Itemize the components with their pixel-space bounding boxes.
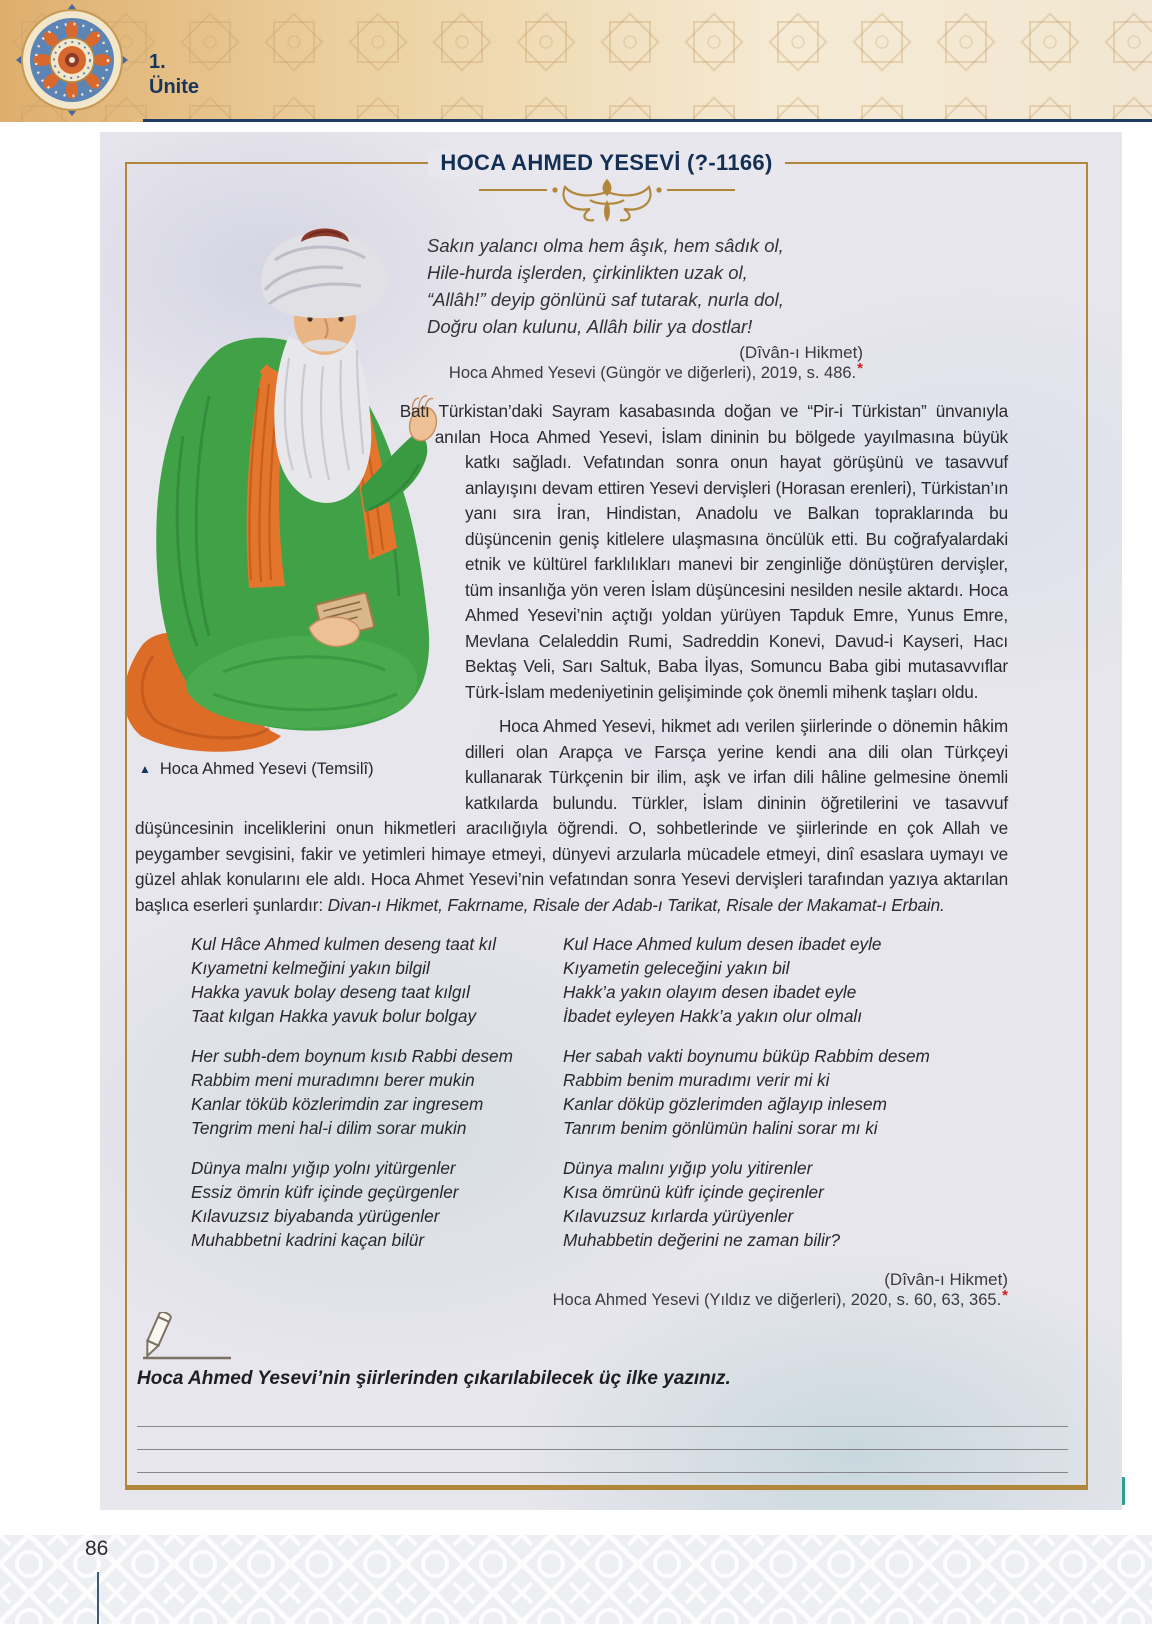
- figure-caption: [135, 760, 465, 779]
- verses-citation-block: [135, 1270, 1008, 1310]
- opening-poem-lines: [427, 232, 863, 340]
- poem-line: “Allâh!” deyip gönlünü saf tutarak, nurla dol,: [427, 289, 784, 310]
- poem-source: (Dîvân-ı Hikmet): [884, 1270, 1008, 1289]
- citation-text: Hoca Ahmed Yesevi (Yıldız ve diğerleri), 2020, s. 60, 63, 365.: [552, 1291, 1002, 1309]
- poem-line: Kıyametin geleceğini yakın bil: [563, 958, 790, 978]
- figure-caption-text: Hoca Ahmed Yesevi (Temsilî): [159, 760, 374, 778]
- activity-section: [137, 1312, 1072, 1473]
- page-number: 86: [85, 1537, 109, 1560]
- poem-line: Doğru olan kulunu, Allâh bilir ya dostlar!: [427, 316, 753, 337]
- pencil-icon: [139, 1312, 249, 1364]
- unit-label: Ünite: [149, 76, 199, 98]
- poem-line: Kılavuzsuz kırlarda yürüyenler: [563, 1206, 794, 1226]
- stanza: [191, 1156, 563, 1252]
- stanza: [563, 1156, 1008, 1252]
- answer-line: [137, 1404, 1068, 1427]
- content-paper: [100, 132, 1122, 1510]
- content-frame: [125, 150, 1088, 1490]
- citation-asterisk: *: [857, 360, 863, 377]
- unit-number: 1.: [149, 51, 166, 73]
- poem-citation: [135, 1287, 1008, 1310]
- poem-line: Tanrım benim gönlümün halini sorar mı ki: [563, 1118, 878, 1138]
- verses-section: [135, 932, 1008, 1268]
- answer-line: [137, 1450, 1068, 1473]
- answer-line: [137, 1427, 1068, 1450]
- stanza: [191, 932, 563, 1028]
- poem-line: Rabbim benim muradımı verir mi ki: [563, 1070, 830, 1090]
- poem-line: Muhabbetin değerini ne zaman bilir?: [563, 1230, 841, 1250]
- paragraph-2-text: Hoca Ahmed Yesevi, hikmet adı verilen şiirlerinde o dönemin hâkim dilleri olan Arapça ve Farsça yerine kendi ana dili olan Türkçeyi kullanarak Türkçenin bir ilim, aşk ve irfan dili hâline gelmesine önemli katkılarda bulundu. Türkler, İslam dininin öğretilerini ve tasavvuf düşüncesinin inceliklerini onun hikmetleri aracılığıyla öğrendi. O, sohbetlerinde ve şiirlerinde en çok Allah ve peygamber sevgisini, fakir ve yetimleri himaye etmeyi, dünyevi arzularla mücadele etmeyi, dinî esaslara uymayı ve güzel ahlak konularını ele aldı. Hoca Ahmet Yesevi’nin vefatından sonra Yesevi dervişleri tarafından yazıya aktarılan başlıca eserleri şunlardır:: [135, 716, 1008, 915]
- yesevi-illustration-figure: [135, 224, 465, 808]
- poem-line: Kanlar töküb közlerimdin zar ingresem: [191, 1094, 484, 1114]
- verses-translation-column: [563, 932, 1008, 1268]
- poem-line: Muhabbetni kadrini kaçan bilür: [191, 1230, 425, 1250]
- citation-asterisk: *: [1002, 1287, 1008, 1304]
- header-rule: [143, 119, 1152, 122]
- poem-line: Hakka yavuk bolay deseng taat kılgıl: [191, 982, 470, 1002]
- floral-ornament-icon: [477, 178, 737, 224]
- poem-line: Hakk’a yakın olayım desen ibadet eyle: [563, 982, 857, 1002]
- unit-heading: [149, 50, 199, 100]
- content-flow: [127, 164, 1086, 1485]
- opening-poem: [427, 232, 863, 383]
- yesevi-portrait-image: [127, 224, 443, 752]
- poem-line: Sakın yalancı olma hem âşık, hem sâdık ol,: [427, 235, 784, 256]
- poem-source: (Dîvân-ı Hikmet): [739, 343, 863, 362]
- paragraph-1-text: Batı Türkistan’daki Sayram kasabasında doğan ve “Pir-i Türkistan” ünvanıyla anılan Hoca Ahmed Yesevi, İslam dininin bu bölgede yayılmasına büyük katkı sağladı. Vefatından sonra onun hayat görüşünü ve tasavvuf anlayışını devam ettiren Yesevi dervişleri (Horasan erenleri), Türkistan’ın yanı sıra İran, Hindistan, Anadolu ve Balkan topraklarında bu düşüncenin geniş kitlelere ulaşmasına öncülük etti. Bu coğrafyalardaki etnik ve kültürel farklılıkları manevi bir zenginliğe dönüştüren dervişler, tüm insanlığa yön veren İslam düşüncesini nesilden nesile aktardı. Hoca Ahmed Yesevi’nin açtığı yoldan yürüyen Tapduk Emre, Yunus Emre, Mevlana Celaleddin Rumi, Sadreddin Konevi, Davud-i Kayseri, Hacı Bektaş Veli, Sarı Saltuk, Baba İlyas, Somuncu Baba gibi mutasavvıflar Türk-İslam medeniyetinin gelişiminde çok önemli mihenk taşları oldu.: [399, 401, 1008, 702]
- caption-marker-icon: ▲: [139, 762, 151, 776]
- poem-line: Essiz ömrin küfr içinde geçürgenler: [191, 1182, 459, 1202]
- poem-line: Dünya malını yığıp yolu yitirenler: [563, 1158, 813, 1178]
- ornamental-medallion-icon: [16, 4, 128, 116]
- poem-line: İbadet eyleyen Hakk’a yakın olur olmalı: [563, 1006, 863, 1026]
- activity-prompt: Hoca Ahmed Yesevi’nin şiirlerinden çıkarılabilecek üç ilke yazınız.: [137, 1368, 731, 1389]
- poem-line: Kul Hâce Ahmed kulmen deseng taat kıl: [191, 934, 497, 954]
- poem-citation: [427, 360, 863, 383]
- poem-line: Kılavuzsız biyabanda yürügenler: [191, 1206, 440, 1226]
- paragraph-2-works-list: Divan-ı Hikmet, Fakrname, Risale der Adab-ı Tarikat, Risale der Makamat-ı Erbain.: [327, 894, 945, 915]
- poem-line: Dünya malnı yığıp yolnı yitürgenler: [191, 1158, 456, 1178]
- verses-original-column: [191, 932, 563, 1268]
- page-title: HOCA AHMED YESEVİ (?-1166): [428, 149, 784, 177]
- stanza: [191, 1044, 563, 1140]
- poem-line: Kanlar döküp gözlerimden ağlayıp inlesem: [563, 1094, 887, 1114]
- citation-text: Hoca Ahmed Yesevi (Güngör ve diğerleri), 2019, s. 486.: [448, 364, 857, 382]
- poem-line: Kul Hace Ahmed kulum desen ibadet eyle: [563, 934, 882, 954]
- poem-line: Rabbim meni muradımnı berer mukin: [191, 1070, 475, 1090]
- poem-line: Her subh-dem boynum kısıb Rabbi desem: [191, 1046, 513, 1066]
- unit-header-band: [0, 0, 1152, 122]
- footer-geometric-pattern: [0, 1535, 1152, 1624]
- poem-line: Kıyametni kelmeğini yakın bilgil: [191, 958, 430, 978]
- stanza: [563, 932, 1008, 1028]
- poem-line: Tengrim meni hal-i dilim sorar mukin: [191, 1118, 467, 1138]
- stanza: [563, 1044, 1008, 1140]
- poem-line: Kısa ömrünü küfr içinde geçirenler: [563, 1182, 824, 1202]
- footer-pattern-band: [0, 1535, 1152, 1624]
- page-number-rule: [97, 1572, 99, 1624]
- poem-line: Hile-hurda işlerden, çirkinlikten uzak ol,: [427, 262, 748, 283]
- poem-line: Her sabah vakti boynumu büküp Rabbim desem: [563, 1046, 930, 1066]
- poem-line: Taat kılgan Hakka yavuk bolur bolgay: [191, 1006, 477, 1026]
